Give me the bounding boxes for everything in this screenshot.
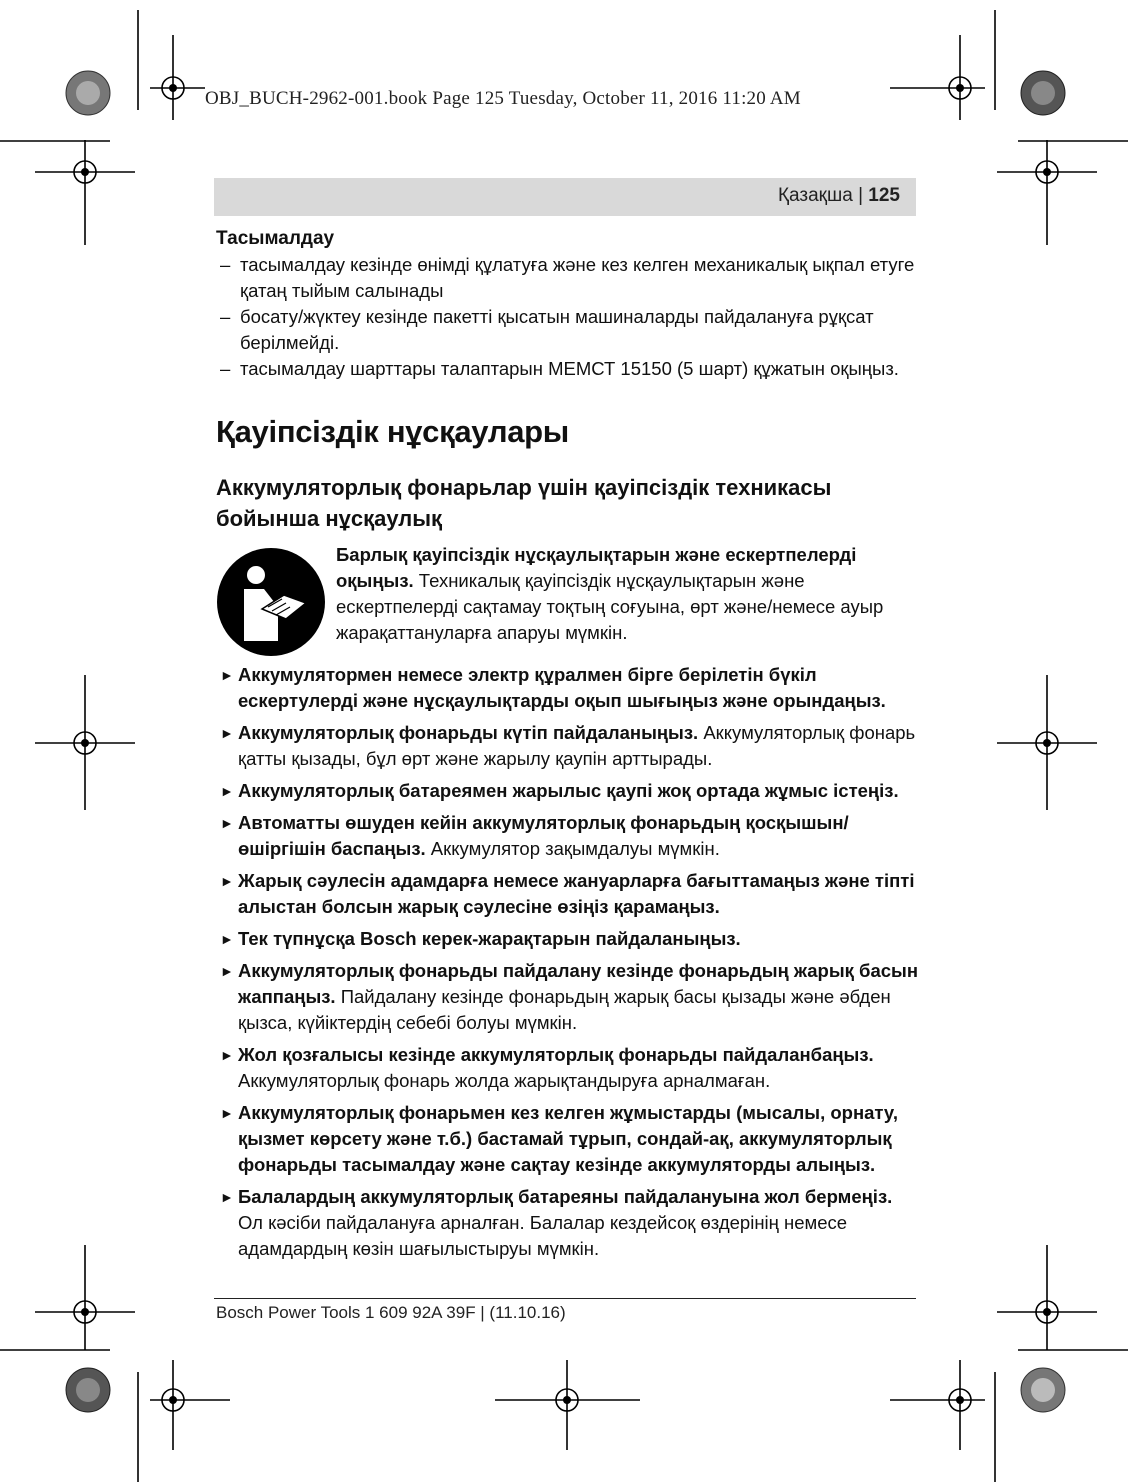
list-item: ► Автоматты өшуден кейін аккумуляторлық фонарьдың қосқышын/өшіргішін баспаңыз. Аккумулятор зақымдалуы мүмкін. [220,812,849,859]
bullet-arrow-icon: ► [220,1189,234,1205]
bullet-arrow-icon: ► [220,1105,234,1121]
bullet-arrow-icon: ► [220,1047,234,1063]
bullet-arrow-icon: ► [220,815,234,831]
header-language: Қазақша [777,185,853,206]
list-item: – босату/жүктеу кезінде пакетті қысатын машиналарды пайдалануға рұқсат берілмейді. [220,306,874,353]
list-item: ► Аккумуляторлық фонарьды пайдалану кезінде фонарьдың жарық басын жаппаңыз. Пайдалану кезінде фонарьдың жарық басы қызады және әбден қызса, күйіктердің себебі болуы мүмкін. [220,960,919,1033]
page-number: 125 [868,185,900,206]
bullet-arrow-icon: ► [220,725,234,741]
bullet-arrow-icon: ► [220,931,234,947]
warning-block [216,542,920,652]
header-separator: | [852,185,869,206]
book-slug-line: OBJ_BUCH-2962-001.book Page 125 Tuesday, October 11, 2016 11:20 AM [205,88,801,109]
bullet-arrow-icon: ► [220,963,234,979]
footer-rule [214,1298,916,1299]
list-item: ► Тек түпнұсқа Bosch керек-жарақтарын пайдаланыңыз. [216,926,920,952]
list-item: – тасымалдау шарттары талаптарын МЕМСТ 15150 (5 шарт) құжатын оқыңыз. [220,358,899,379]
safety-subheading: Аккумуляторлық фонарьлар үшін қауіпсіздік техникасы бойынша нұсқаулық [216,475,832,531]
list-item: ► Жарық сәулесін адамдарға немесе жануарларға бағыттамаңыз және тіпті алыстан болсын жарық сәулесіне өзіңіз қарамаңыз. [220,870,915,917]
footer: Bosch Power Tools 1 609 92A 39F | (11.10.16) [216,1303,566,1322]
bullet-arrow-icon: ► [220,667,234,683]
safety-bullets [216,662,920,1262]
bullet-arrow-icon: ► [220,873,234,889]
transport-heading: Тасымалдау [216,228,335,249]
page-header [778,185,900,207]
safety-heading: Қауіпсіздік нұсқаулары [216,414,569,449]
warning-text: Барлық қауіпсіздік нұсқаулықтарын және ескертпелерді оқыңыз. Техникалық қауіпсіздік нұсқаулықтарын және ескертпелерді сақтамау тоқтың соғуына, өрт және/немесе ауыр жарақаттануларға апаруы мүмкін. [336,544,884,643]
bullet-arrow-icon: ► [220,783,234,799]
list-item: ► Балалардың аккумуляторлық батареяны пайдалануына жол бермеңіз. Ол кәсіби пайдалануға арналған. Балалар кездейсоқ өздерінің немесе адамдардың көзін шағылыстыруы мүмкін. [220,1186,893,1259]
list-item: ► Аккумуляторлық фонарьды күтіп пайдаланыңыз. Аккумуляторлық фонарь қатты қызады, бұл өрт және жарылу қаупін арттырады. [220,722,916,769]
list-item: ► Жол қозғалысы кезінде аккумуляторлық фонарьды пайдаланбаңыз. Аккумуляторлық фонарь жолда жарықтандыруға арналмаған. [220,1044,874,1091]
read-manual-icon [216,547,326,657]
transport-list [216,252,920,382]
list-item: ► Аккумуляторлық фонарьмен кез келген жұмыстарды (мысалы, орнату, қызмет көрсету және т.б.) бастамай тұрып, сондай-ақ, аккумуляторлық фонарьды тасымалдау және сақтау кезінде аккумуляторды алыңыз. [220,1102,898,1175]
page-header-bar [214,178,916,216]
list-item: ► Аккумуляторлық батареямен жарылыс қаупі жоқ ортада жұмыс істеңіз. [216,778,920,804]
page-content [216,228,920,1268]
list-item: ► Аккумулятормен немесе электр құралмен бірге берілетін бүкіл ескертулерді және нұсқаулықтарды оқып шығыңыз және орындаңыз. [220,664,886,711]
list-item: – тасымалдау кезінде өнімді құлатуға және кез келген механикалық ықпал етуге қатаң тыйым салынады [220,254,915,301]
